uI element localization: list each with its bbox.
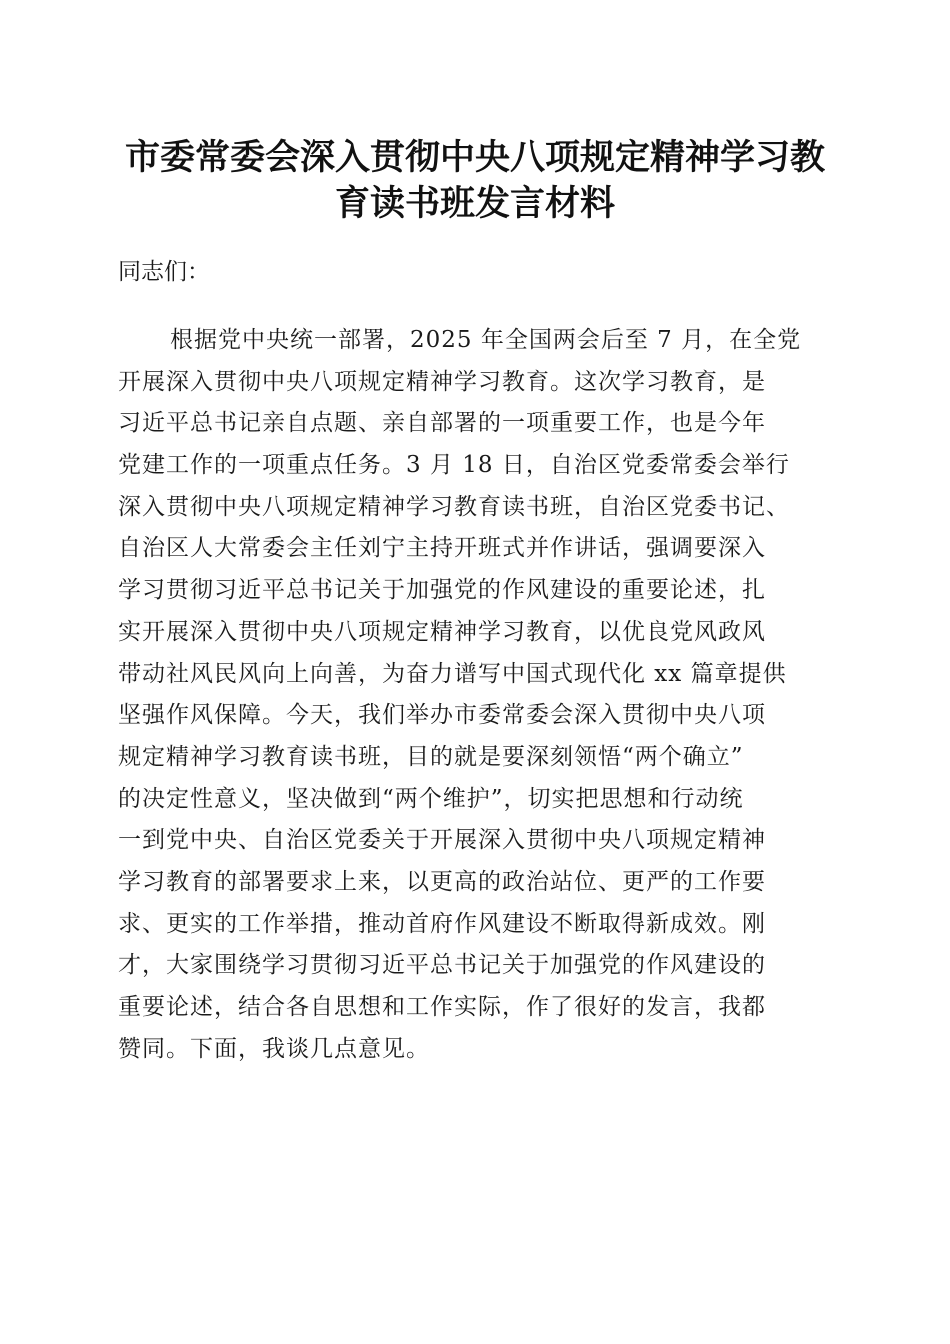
paragraph-line: 根据党中央统一部署，2025 年全国两会后至 7 月，在全党: [170, 327, 802, 353]
paragraph-line: 重要论述，结合各自思想和工作实际，作了很好的发言，我都: [118, 994, 766, 1020]
paragraph-line: 一到党中央、自治区党委关于开展深入贯彻中央八项规定精神: [118, 827, 766, 854]
paragraph-line: 实开展深入贯彻中央八项规定精神学习教育，以优良党风政风: [118, 618, 766, 645]
paragraph-line: 坚强作风保障。今天，我们举办市委常委会深入贯彻中央八项: [118, 702, 766, 729]
paragraph-line: 自治区人大常委会主任刘宁主持开班式并作讲话，强调要深入: [118, 535, 766, 562]
paragraph-line: 习近平总书记亲自点题、亲自部署的一项重要工作，也是今年: [118, 410, 766, 437]
paragraph-line: 带动社风民风向上向善，为奋力谱写中国式现代化 xx 篇章提供: [118, 660, 787, 687]
paragraph-line: 学习教育的部署要求上来，以更高的政治站位、更严的工作要: [118, 868, 766, 895]
paragraph-line: 求、更实的工作举措，推动首府作风建设不断取得新成效。刚: [118, 910, 766, 937]
paragraph-line: 开展深入贯彻中央八项规定精神学习教育。这次学习教育，是: [118, 368, 766, 395]
paragraph-line: 的决定性意义，坚决做到“两个维护”，切实把思想和行动统: [118, 785, 744, 812]
paragraph-line: 才，大家围绕学习贯彻习近平总书记关于加强党的作风建设的: [118, 952, 766, 979]
body-paragraph: [118, 325, 830, 1075]
paragraph-line: 赞同。下面，我谈几点意见。: [118, 1035, 430, 1062]
paragraph-line: 学习贯彻习近平总书记关于加强党的作风建设的重要论述，扎: [118, 577, 766, 604]
paragraph-line: 深入贯彻中央八项规定精神学习教育读书班，自治区党委书记、: [118, 493, 790, 520]
title-line-2: 育读书班发言材料: [334, 183, 615, 224]
salutation: 同志们：: [118, 259, 210, 285]
title-line-1: 市委常委会深入贯彻中央八项规定精神学习教: [124, 137, 825, 178]
paragraph-line: 党建工作的一项重点任务。3 月 18 日，自治区党委常委会举行: [118, 452, 790, 479]
paragraph-line: 规定精神学习教育读书班，目的就是要深刻领悟“两个确立”: [118, 743, 744, 770]
document-title: [100, 135, 850, 227]
